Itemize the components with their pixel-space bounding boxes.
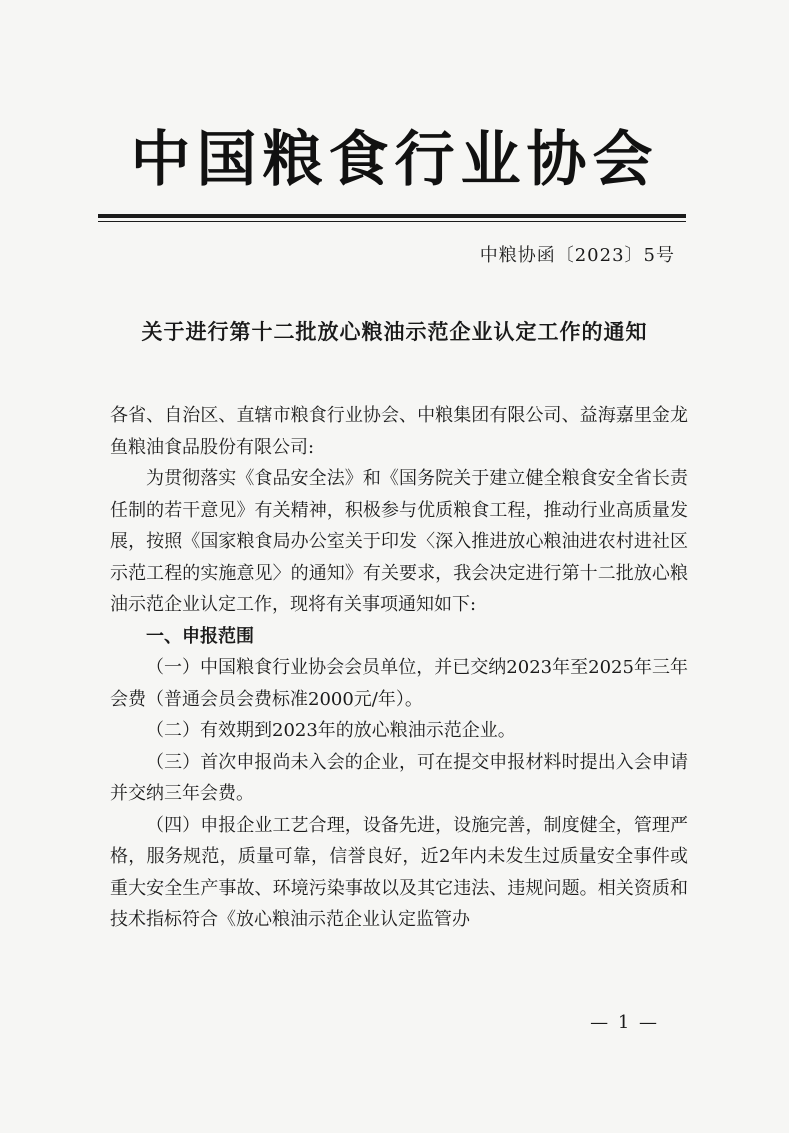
intro-paragraph: 为贯彻落实《食品安全法》和《国务院关于建立健全粮食安全省长责任制的若干意见》有关精神，积极参与优质粮食工程，推动行业高质量发展，按照《国家粮食局办公室关于印发〈深入推进放心粮油进农村进社区示范工程的实施意见〉的通知》有关要求，我会决定进行第十二批放心粮油示范企业认定工作，现将有关事项通知如下: bbox=[110, 468, 688, 615]
list-item: （三）首次申报尚未入会的企业，可在提交申报材料时提出入会申请并交纳三年会费。 bbox=[110, 751, 688, 804]
document-body bbox=[110, 400, 688, 936]
list-item: （四）申报企业工艺合理，设备先进，设施完善，制度健全，管理严格，服务规范，质量可靠，信誉良好，近2年内未发生过质量安全事件或重大安全生产事故、环境污染事故以及其它违法、违规问题。相关资质和技术指标符合《放心粮油示范企业认定监管办 bbox=[110, 814, 688, 930]
document-number: 中粮协函〔2023〕5号 bbox=[479, 245, 675, 266]
issuing-organization-name: 中国粮食行业协会 bbox=[130, 125, 659, 195]
section-heading: 一、申报范围 bbox=[146, 625, 254, 647]
header-divider-thick bbox=[98, 214, 686, 218]
salutation: 各省、自治区、直辖市粮食行业协会、中粮集团有限公司、益海嘉里金龙鱼粮油食品股份有限公司: bbox=[110, 405, 688, 458]
list-item: （一）中国粮食行业协会会员单位，并已交纳2023年至2025年三年会费（普通会员会费标准2000元/年）。 bbox=[110, 657, 688, 710]
page-number: — 1 — bbox=[590, 1012, 659, 1033]
document-title: 关于进行第十二批放心粮油示范企业认定工作的通知 bbox=[141, 320, 648, 344]
header-divider-thin bbox=[98, 221, 686, 222]
list-item: （二）有效期到2023年的放心粮油示范企业。 bbox=[146, 720, 516, 741]
